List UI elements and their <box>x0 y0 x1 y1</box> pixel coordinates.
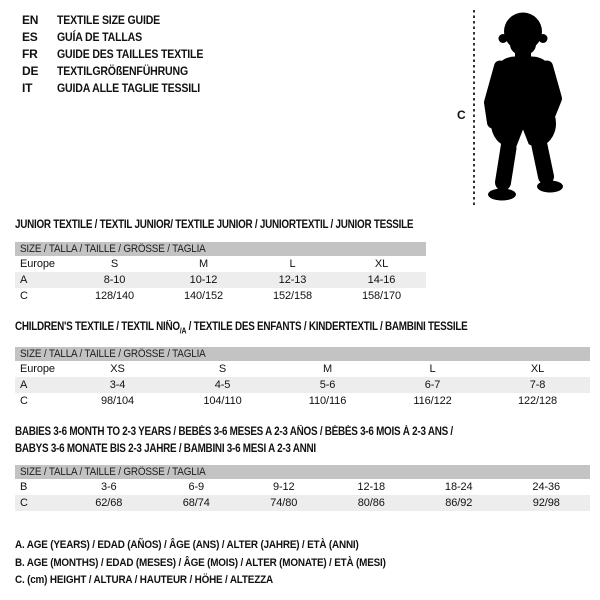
table-cell: 14-16 <box>367 274 396 286</box>
table-cell: 140/152 <box>183 290 224 302</box>
table-cell: 18-24 <box>444 481 473 493</box>
language-row <box>22 80 223 97</box>
table-cell: XL <box>530 363 545 375</box>
note-line: C. (cm) HEIGHT / ALTURA / HAUTEUR / HÖHE / ALTEZZA <box>15 574 273 586</box>
table-cell: 4-5 <box>214 379 231 391</box>
table-cell: 158/170 <box>361 290 402 302</box>
table-cell: 24-36 <box>532 481 561 493</box>
table-cell: 74/80 <box>270 497 298 509</box>
table-cell: 80/86 <box>357 497 385 509</box>
size-table-babies <box>15 465 590 511</box>
table-cell: 68/74 <box>182 497 210 509</box>
size-header-row <box>15 347 590 361</box>
table-cell: 9-12 <box>272 481 295 493</box>
table-cell: 128/140 <box>94 290 135 302</box>
table-cell: 6-9 <box>188 481 205 493</box>
table-cell: 62/68 <box>95 497 123 509</box>
table-cell: 5-6 <box>319 379 336 391</box>
table-cell: 12-18 <box>357 481 386 493</box>
language-row <box>22 29 223 46</box>
table-title-line <box>15 424 453 441</box>
table-cell: L <box>429 363 436 375</box>
table-title-junior <box>15 217 478 234</box>
language-list <box>22 12 223 97</box>
language-title: TEXTILGRÖßENFÜHRUNG <box>57 64 189 78</box>
table-title-line <box>15 217 413 234</box>
size-table-junior <box>15 242 426 304</box>
table-cell: M <box>198 258 209 270</box>
size-header-label: SIZE / TALLA / TAILLE / GRÖSSE / TAGLIA <box>20 243 206 255</box>
height-measure-label: C <box>457 108 466 122</box>
baby-silhouette-icon <box>482 8 577 205</box>
table-cell: XL <box>374 258 389 270</box>
title-segment: /A <box>179 326 187 336</box>
title-segment: BABYS 3-6 MONATE BIS 2-3 JAHRE / BAMBINI 3-6 MESI A 2-3 ANNI <box>15 443 316 455</box>
row-label: Europe <box>20 258 55 270</box>
size-header-label: SIZE / TALLA / TAILLE / GRÖSSE / TAGLIA <box>20 348 206 360</box>
table-title-babies <box>15 424 524 458</box>
table-row <box>15 393 590 409</box>
language-row <box>22 12 223 29</box>
size-table-children <box>15 347 590 409</box>
size-header-row <box>15 242 426 256</box>
table-row <box>15 288 426 304</box>
table-cell: 6-7 <box>424 379 441 391</box>
table-cell: L <box>289 258 296 270</box>
table-cell: 8-10 <box>103 274 126 286</box>
note-line: A. AGE (YEARS) / EDAD (AÑOS) / ÂGE (ANS) / ALTER (JAHRE) / ETÀ (ANNI) <box>15 539 359 551</box>
title-segment: BABIES 3-6 MONTH TO 2-3 YEARS / BEBÉS 3-6 MESES A 2-3 AÑOS / BÉBÉS 3-6 MOIS À 2-3 ANS / <box>15 426 453 438</box>
size-header-row <box>15 465 590 479</box>
language-row <box>22 46 223 63</box>
language-title: GUÍA DE TALLAS <box>57 30 142 44</box>
notes-list <box>15 537 427 590</box>
table-title-line <box>15 441 453 458</box>
table-cell: 12-13 <box>278 274 307 286</box>
row-label: C <box>20 497 28 509</box>
table-cell: 92/98 <box>532 497 560 509</box>
table-row <box>15 361 590 377</box>
table-row <box>15 272 426 288</box>
language-title: TEXTILE SIZE GUIDE <box>57 13 161 27</box>
row-label: A <box>20 379 28 391</box>
baby-silhouette-figure <box>482 8 577 210</box>
language-code: EN <box>22 13 39 27</box>
table-cell: 86/92 <box>445 497 473 509</box>
table-title-children <box>15 319 541 339</box>
table-title-line <box>15 319 467 339</box>
row-label: C <box>20 290 28 302</box>
row-label: Europe <box>20 363 55 375</box>
table-cell: 110/116 <box>308 395 347 407</box>
title-segment: / TEXTILE DES ENFANTS / KINDERTEXTIL / BAMBINI TESSILE <box>186 321 468 333</box>
language-title: GUIDE DES TAILLES TEXTILE <box>57 47 204 61</box>
title-segment: JUNIOR TEXTILE / TEXTIL JUNIOR/ TEXTILE JUNIOR / JUNIORTEXTIL / JUNIOR TESSILE <box>15 219 414 231</box>
language-code: DE <box>22 64 39 78</box>
table-cell: S <box>218 363 227 375</box>
table-cell: 3-4 <box>109 379 126 391</box>
language-title: GUIDA ALLE TAGLIE TESSILI <box>57 81 201 95</box>
table-cell: 122/128 <box>517 395 558 407</box>
row-label: A <box>20 274 28 286</box>
table-cell: 10-12 <box>189 274 218 286</box>
row-label: C <box>20 395 28 407</box>
table-cell: 152/158 <box>272 290 313 302</box>
title-segment: CHILDREN'S TEXTILE / TEXTIL NIÑO <box>15 321 180 333</box>
table-cell: 7-8 <box>529 379 546 391</box>
table-cell: S <box>110 258 119 270</box>
table-cell: XS <box>110 363 125 375</box>
table-cell: 104/110 <box>203 395 242 407</box>
row-label: B <box>20 481 28 493</box>
language-row <box>22 63 223 80</box>
table-cell: 3-6 <box>100 481 117 493</box>
table-row <box>15 479 590 495</box>
table-cell: M <box>322 363 333 375</box>
note-line: B. AGE (MONTHS) / EDAD (MESES) / ÂGE (MOIS) / ALTER (MONATE) / ETÀ (MESI) <box>15 556 386 569</box>
language-code: ES <box>22 30 38 44</box>
size-header-label: SIZE / TALLA / TAILLE / GRÖSSE / TAGLIA <box>20 466 206 478</box>
table-row <box>15 495 590 511</box>
table-cell: 98/104 <box>100 395 135 407</box>
table-row <box>15 256 426 272</box>
table-cell: 116/122 <box>413 395 452 407</box>
language-code: FR <box>22 47 38 61</box>
height-dashed-line <box>473 10 475 207</box>
table-row <box>15 377 590 393</box>
language-code: IT <box>22 81 33 95</box>
